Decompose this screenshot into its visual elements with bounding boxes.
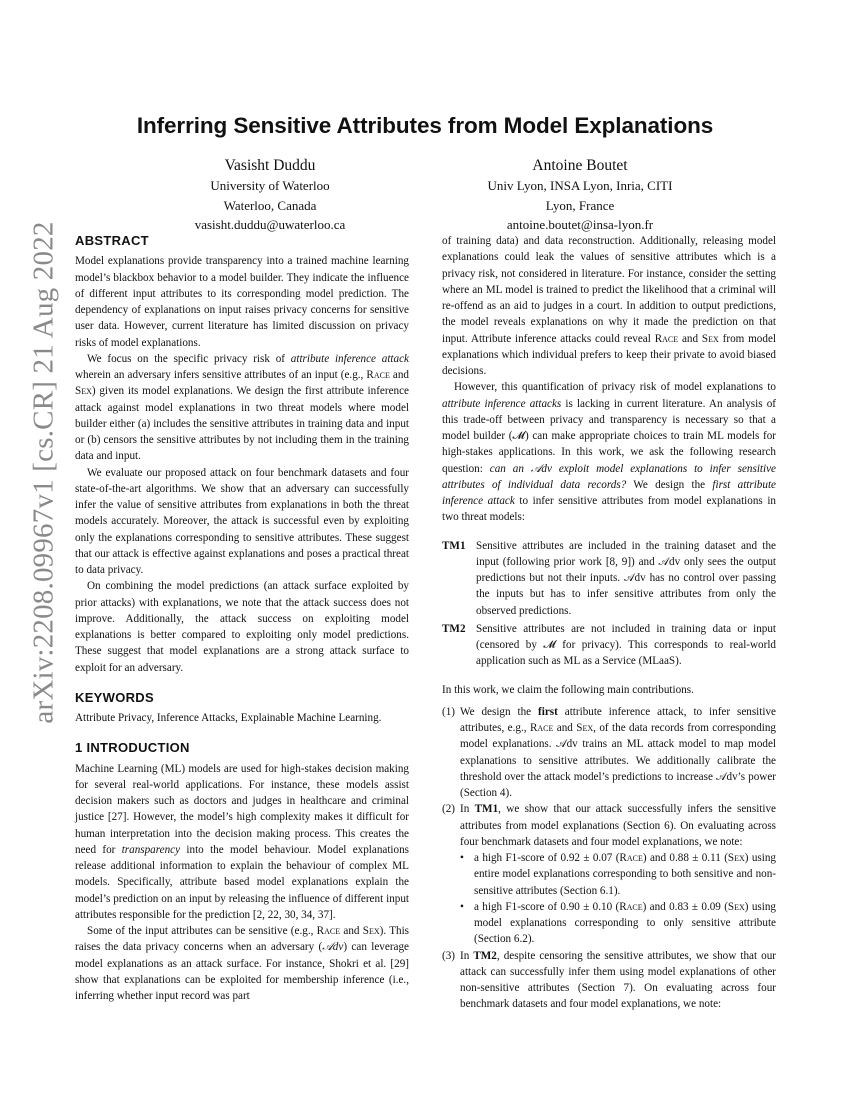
- threat-model-tm1: TM1 Sensitive attributes are included in the training dataset and the input (following prior work [8, 9]) and 𝒜dv only sees the output predictions but not their inputs. 𝒜dv has no control over passing the inputs but has to infer sensitive attributes from only the observed predictions.: [442, 539, 776, 617]
- abstract-paragraph: We evaluate our proposed attack on four benchmark datasets and four state-of-the-art algorithms. We show that an adversary can successfully infer the value of sensitive attributes from explanations in both the threat models accurately. Moreover, the attack is successful even by exploiting only the explanations corresponding to sensitive attributes. These suggest that our attack is effective against explanations and poses a practical threat to data privacy.: [75, 466, 409, 576]
- abstract-paragraph: On combining the model predictions (an attack surface exploited by prior attacks) with explanations, we note that the attack success does not improve. Additionally, the attack success on exploiting model explanations is better compared to exploiting only model predictions. These suggest that model explanations are a strong attack surface to exploit for an adversary.: [75, 580, 409, 674]
- author-name: Vasisht Duddu: [224, 157, 316, 174]
- abstract-paragraph: Model explanations provide transparency into a trained machine learning model’s blackbox behavior to a model builder. They indicate the influence of different input attributes to its corresponding model prediction. The dependency of explanations on input raises privacy concerns for sensitive user data. However, current literature has limited discussion on privacy risks of model explanations.: [75, 255, 409, 349]
- abstract-paragraph: We focus on the specific privacy risk of attribute inference attack wherein an adversary infers sensitive attributes of an input (e.g., Race and Sex) given its model explanations. We design the first attribute inference attack against model explanations in two threat models where model builder either (a) includes the sensitive attributes in training data and input or (b) censors the sensitive attributes by not including them in the training data and input.: [75, 352, 409, 463]
- introduction-heading: 1 INTRODUCTION: [75, 740, 190, 756]
- keywords-heading: KEYWORDS: [75, 689, 154, 705]
- arxiv-identifier: arXiv:2208.09967v1 [cs.CR] 21 Aug 2022: [27, 221, 60, 724]
- author-block-2: [430, 155, 730, 235]
- left-column: [75, 233, 409, 1004]
- author-email: vasisht.duddu@uwaterloo.ca: [194, 217, 346, 232]
- author-location: Lyon, France: [545, 197, 615, 213]
- author-email: antoine.boutet@insa-lyon.fr: [506, 217, 654, 232]
- author-name: Antoine Boutet: [532, 157, 628, 174]
- keywords-text: Attribute Privacy, Inference Attacks, Explainable Machine Learning.: [75, 712, 382, 724]
- author-affiliation: Univ Lyon, INSA Lyon, Inria, CITI: [487, 178, 673, 193]
- right-column: [442, 233, 776, 1013]
- intro-paragraph: of training data) and data reconstruction. Additionally, releasing model explanations could leak the values of sensitive attributes which is a privacy risk, not considered in literature. For instance, consider the setting where an ML model is trained to predict the likelihood that a criminal will re-offend as an aid to judges in a court. In addition to output predictions, the model reveals explanations on why it made the prediction on that input. Attribute inference attacks could reveal Race and Sex from model explanations which individual prefers to keep their private to avoid biased decisions.: [442, 235, 776, 377]
- contribution-item-3: (3) In TM2, despite censoring the sensitive attributes, we show that our attack can successfully infer them using model explanations of other non-sensitive attributes (Section 7). On evaluating across four benchmark datasets and four model explanations, we note:: [442, 949, 776, 1011]
- threat-model-tm2: TM2 Sensitive attributes are not included in training data or input (censored by 𝓜 for privacy). This corresponds to real-world application such as ML as a Service (MLaaS).: [442, 622, 776, 668]
- result-bullet: • a high F1-score of 0.92 ± 0.07 (Race) and 0.88 ± 0.11 (Sex) using entire model explanations corresponding to both sensitive and non-sensitive attributes (Section 6.1).: [460, 852, 777, 897]
- intro-paragraph: Some of the input attributes can be sensitive (e.g., Race and Sex). This raises the data privacy concerns when an adversary (𝒜dv) can leverage model explanations as an attack surface. For instance, Shokri et al. [29] show that explanations can be exploited for membership inference (i.e., inferring whether input record was part: [75, 925, 410, 1002]
- intro-paragraph: However, this quantification of privacy risk of model explanations to attribute inference attacks is lacking in current literature. An analysis of this trade-off between privacy and transparency is necessary so that a model builder (𝓜) can make appropriate choices to train ML models for high-stakes applications. In this work, we ask the following research question: can an 𝒜dv exploit model explanations to infer sensitive attributes of individual data records? We design the first attribute inference attack to infer sensitive attributes from model explanations in two threat models:: [442, 381, 776, 524]
- paper-title: Inferring Sensitive Attributes from Model Explanations: [136, 113, 714, 138]
- contributions-intro: In this work, we claim the following main contributions.: [442, 683, 694, 696]
- abstract-heading: ABSTRACT: [75, 233, 149, 248]
- contribution-item-1: (1) We design the first attribute inference attack, to infer sensitive attributes, e.g., Race and Sex, of the data records from corresponding model explanations. 𝒜dv trains an ML attack model to map model explanations to sensitive attributes. We additionally calibrate the threshold over the attack model’s predictions to increase 𝒜dv’s power (Section 4).: [442, 705, 777, 799]
- author-affiliation: University of Waterloo: [210, 178, 330, 193]
- author-location: Waterloo, Canada: [223, 197, 317, 213]
- author-block-1: [120, 155, 420, 235]
- result-bullet: • a high F1-score of 0.90 ± 0.10 (Race) and 0.83 ± 0.09 (Sex) using model explanations corresponding to only sensitive attribute (Section 6.2).: [460, 900, 776, 946]
- intro-paragraph: Machine Learning (ML) models are used for high-stakes decision making for several real-world applications. For instance, these models assist decision makers such as doctors and judges in healthcare and criminal justice [27]. However, the model’s high complexity makes it difficult for human interpretation into the decision making process. This creates the need for transparency into the model behaviour. Model explanations release additional information to explain the behaviour of complex ML models. Specifically, attribute based model explanations explain the model’s prediction on an input by releasing the influence of different input attributes responsible for the prediction [2, 22, 30, 34, 37].: [75, 762, 410, 921]
- contribution-item-2: (2) In TM1, we show that our attack successfully infers the sensitive attributes from model explanations (Section 6). On evaluating across four benchmark datasets and four model explanations, we note: • a high F1-score of 0.92 ± 0.07 (Race) and 0.88 ± 0.11 (Sex) using entire model explanations corresponding to both sensitive and non-sensitive attributes (Section 6.1). • a high F1-score of 0.90 ± 0.10 (Race) and 0.83 ± 0.09 (Sex) using model explanations corresponding to only sensitive attribute (Section 6.2).: [442, 801, 776, 947]
